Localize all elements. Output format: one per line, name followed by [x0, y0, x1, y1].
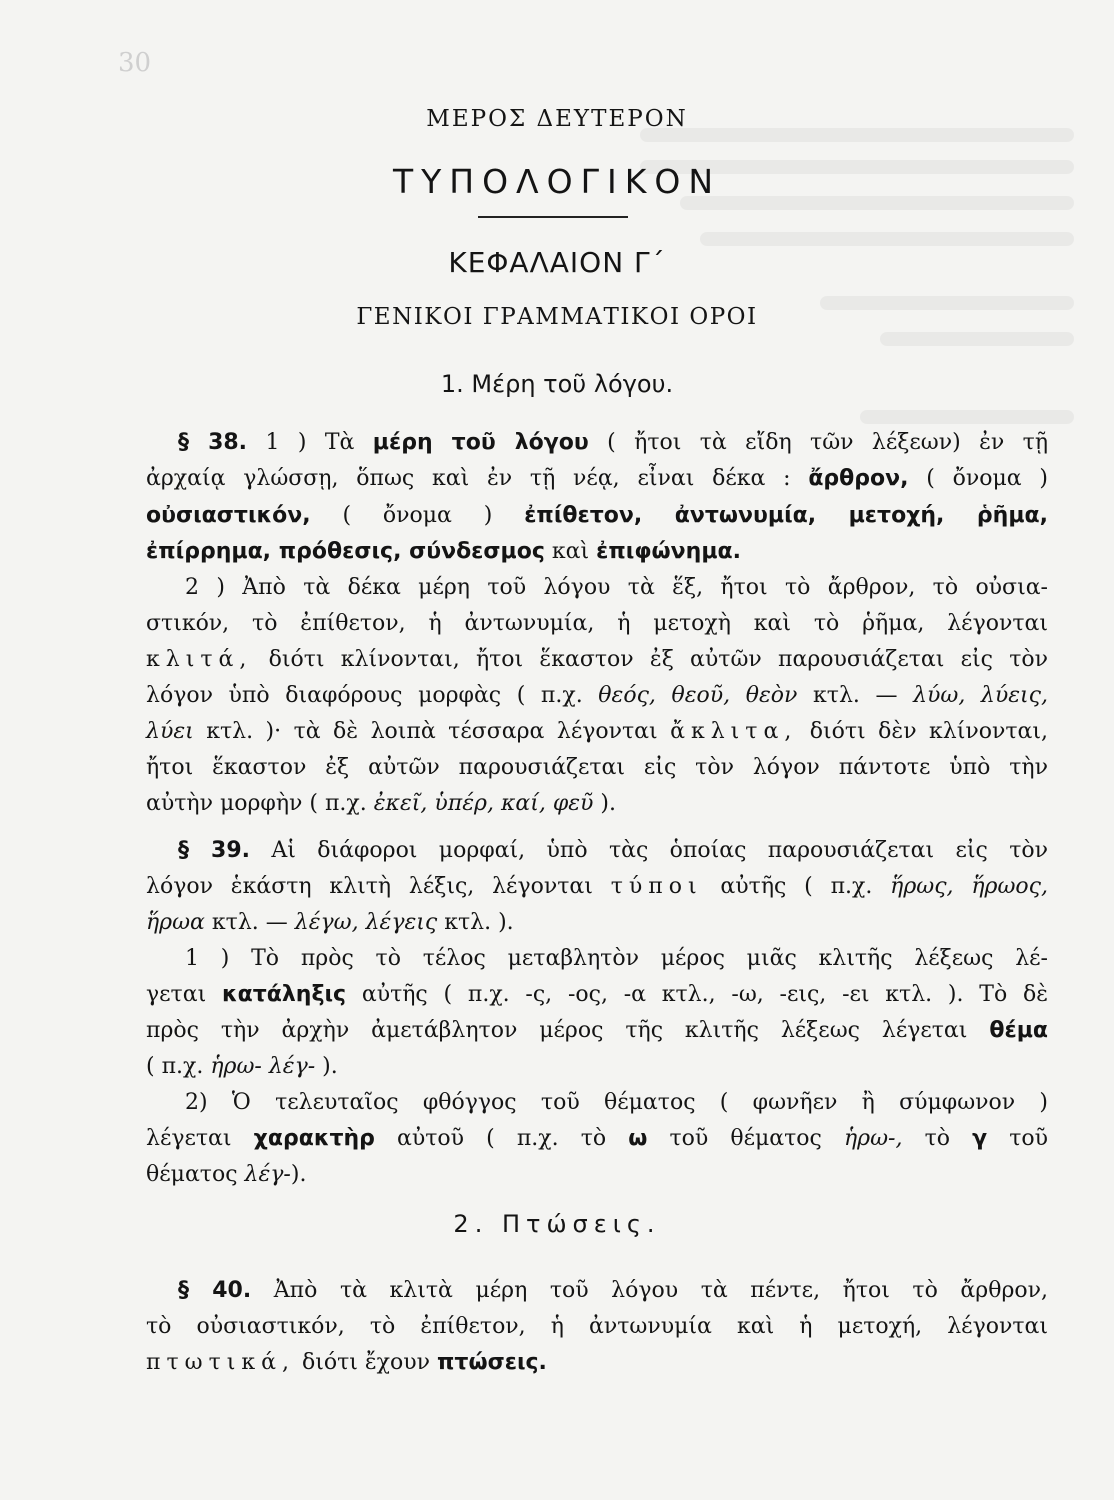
show-through-line [700, 232, 1074, 246]
paragraph-39-line-8: 2) Ὁ τελευταῖος φθόγγος τοῦ θέματος ( φωνῆεν ἢ σύμφωνον ) [185, 1090, 1048, 1115]
paragraph-40-line-2: τὸ οὐσιαστικόν, τὸ ἐπίθετον, ἡ ἀντωνυμία καὶ ἡ μετοχή, λέγονται [146, 1314, 1048, 1339]
section-sign-39: § 39. [178, 838, 251, 863]
chapter-label: ΚΕΦΑΛΑΙΟΝ Γ΄ [448, 246, 666, 279]
paragraph-39-line-6: πρὸς τὴν ἀρχὴν ἀμετάβλητον μέρος τῆς κλιτῆς λέξεως λέγεται θέμα [146, 1018, 1048, 1043]
show-through-line [860, 410, 1074, 424]
section-heading-1: 1. Μέρη τοῦ λόγου. [440, 370, 674, 398]
paragraph-40-line-3: πτωτικά, διότι ἔχουν πτώσεις. [146, 1350, 547, 1375]
section-sign-38: § 38. [178, 430, 248, 455]
paragraph-38-line-6: στικόν, τὸ ἐπίθετον, ἡ ἀντωνυμία, ἡ μετοχὴ καὶ τὸ ῥῆμα, λέγονται [146, 611, 1048, 636]
paragraph-38-line-4: ἐπίρρημα, πρόθεσις, σύνδεσμος καὶ ἐπιφώνημα. [146, 539, 741, 564]
paragraph-39-line-7: ( π.χ. ἡρω- λέγ- ). [146, 1054, 338, 1079]
paragraph-38-line-5: 2 ) Ἀπὸ τὰ δέκα μέρη τοῦ λόγου τὰ ἕξ, ἤτοι τὸ ἄρθρον, τὸ οὐσια- [185, 575, 1048, 600]
show-through-line [880, 332, 1074, 346]
section-sign-40: § 40. [178, 1278, 252, 1303]
paragraph-38-line-8: λόγον ὑπὸ διαφόρους μορφὰς ( π.χ. θεός, θεοῦ, θεὸν κτλ. — λύω, λύεις, [146, 683, 1048, 708]
paragraph-38-line-9: λύει κτλ. )· τὰ δὲ λοιπὰ τέσσαρα λέγονται ἄκλιτα, διότι δὲν κλίνονται, [146, 719, 1048, 744]
paragraph-39-line-1: § 39. Αἱ διάφοροι μορφαί, ὑπὸ τὰς ὁποίας παρουσιάζεται εἰς τὸν [178, 838, 1048, 863]
paragraph-40-line-1: § 40. Ἀπὸ τὰ κλιτὰ μέρη τοῦ λόγου τὰ πέντε, ἤτοι τὸ ἄρθρον, [178, 1278, 1048, 1303]
book-title: ΤΥΠΟΛΟΓΙΚΟΝ [392, 162, 722, 201]
paragraph-39-line-9: λέγεται χαρακτὴρ αὐτοῦ ( π.χ. τὸ ω τοῦ θέματος ἡρω-, τὸ γ τοῦ [146, 1126, 1048, 1151]
paragraph-39-line-4: 1 ) Τὸ πρὸς τὸ τέλος μεταβλητὸν μέρος μιᾶς κλιτῆς λέξεως λέ- [185, 946, 1048, 971]
paragraph-38-line-11: αὐτὴν μορφὴν ( π.χ. ἐκεῖ, ὑπέρ, καί, φεῦ ). [146, 791, 617, 816]
section-heading-2: 2. Πτώσεις. [453, 1210, 661, 1238]
part-label: ΜΕΡΟΣ ΔΕΥΤΕΡΟΝ [426, 106, 688, 132]
paragraph-38-line-2: ἀρχαίᾳ γλώσσῃ, ὅπως καὶ ἐν τῇ νέᾳ, εἶναι δέκα : ἄρθρον, ( ὄνομα ) [146, 466, 1048, 491]
paragraph-39-line-5: γεται κατάληξις αὐτῆς ( π.χ. -ς, -ος, -α κτλ., -ω, -εις, -ει κτλ. ). Τὸ δὲ [146, 982, 1049, 1007]
paragraph-39-line-3: ἥρωα κτλ. — λέγω, λέγεις κτλ. ). [146, 910, 514, 935]
paragraph-38-line-1: § 38. 1 ) Τὰ μέρη τοῦ λόγου ( ἤτοι τὰ εἴδη τῶν λέξεων) ἐν τῇ [178, 430, 1048, 455]
paragraph-38-line-7: κλιτά, διότι κλίνονται, ἤτοι ἕκαστον ἐξ αὐτῶν παρουσιάζεται εἰς τὸν [146, 647, 1048, 672]
paragraph-38-line-10: ἤτοι ἕκαστον ἐξ αὐτῶν παρουσιάζεται εἰς τὸν λόγον πάντοτε ὑπὸ τὴν [146, 755, 1048, 780]
paragraph-39-line-10: θέματος λέγ-). [146, 1162, 307, 1187]
title-rule [478, 216, 628, 218]
chapter-title: ΓΕΝΙΚΟΙ ΓΡΑΜΜΑΤΙΚΟΙ ΟΡΟΙ [356, 304, 758, 330]
page-number: 30 [118, 48, 152, 78]
paragraph-38-line-3: οὐσιαστικόν, ( ὄνομα ) ἐπίθετον, ἀντωνυμία, μετοχή, ῥῆμα, [146, 503, 1048, 528]
paragraph-39-line-2: λόγον ἑκάστη κλιτὴ λέξις, λέγονται τύποι αὐτῆς ( π.χ. ἥρως, ἥρωος, [146, 874, 1048, 899]
